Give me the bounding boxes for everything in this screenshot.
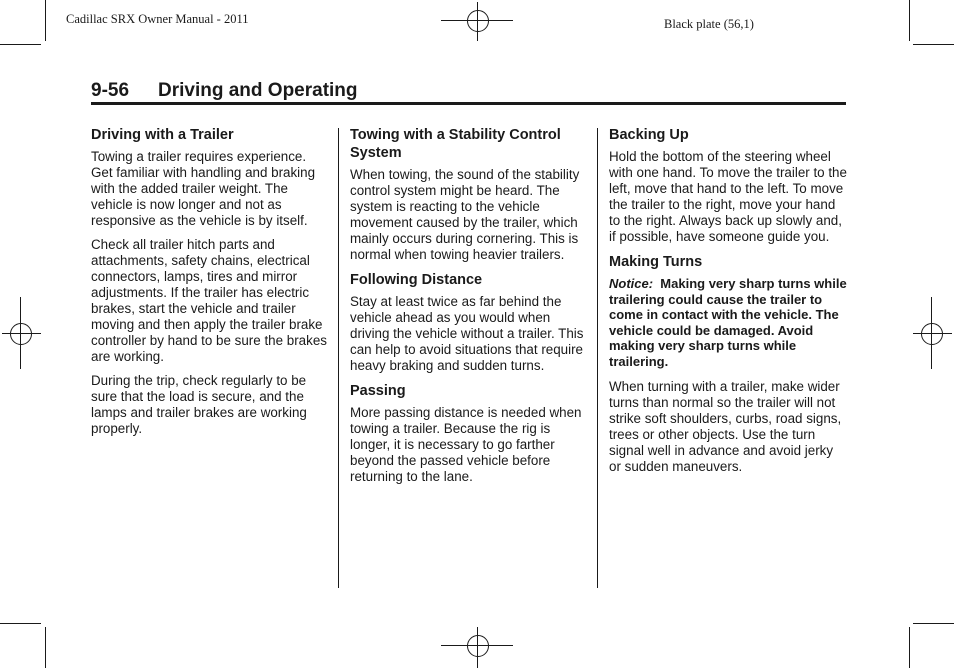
page-title: Driving and Operating xyxy=(158,80,358,101)
notice-label: Notice: xyxy=(609,276,654,291)
page-number: 9-56 xyxy=(91,80,130,101)
section-heading: Backing Up xyxy=(609,127,689,143)
notice-text: Making very sharp turns while trailering could cause the trailer to come in contact with the vehicle. The vehicle could be damaged. Avoid making very sharp turns while trailering. xyxy=(609,276,847,369)
body-paragraph: Stay at least twice as far behind the vehicle ahead as you would when driving the vehicle without a trailer. This can help to avoid situations that require heavy braking and sudden turns. xyxy=(350,294,584,373)
section-heading: Towing with a Stability Control System xyxy=(350,127,561,161)
body-paragraph: When turning with a trailer, make wider turns than normal so the trailer will not strike soft shoulders, curbs, road signs, trees or other objects. Use the turn signal well in advance and avoid jerky or sudden maneuvers. xyxy=(609,378,842,474)
column-divider xyxy=(597,128,598,588)
page-header xyxy=(91,80,846,104)
section-heading: Driving with a Trailer xyxy=(91,127,234,143)
body-paragraph: During the trip, check regularly to be sure that the load is secure, and the lamps and trailer brakes are working properly. xyxy=(91,373,307,436)
body-paragraph: Hold the bottom of the steering wheel with one hand. To move the trailer to the left, move that hand to the left. To move the trailer to the right, move your hand to the right. Always back up slowly and, if possible, have someone guide you. xyxy=(609,149,847,244)
section-heading: Following Distance xyxy=(350,272,483,288)
notice-paragraph xyxy=(609,276,847,370)
section-heading: Passing xyxy=(350,383,406,399)
body-paragraph: More passing distance is needed when towing a trailer. Because the rig is longer, it is necessary to go farther beyond the passed vehicle before returning to the lane. xyxy=(350,405,582,484)
manual-title: Cadillac SRX Owner Manual - 2011 xyxy=(66,12,249,26)
column-divider xyxy=(338,128,339,588)
section-heading: Making Turns xyxy=(609,254,703,270)
column-3 xyxy=(609,126,847,483)
body-paragraph: When towing, the sound of the stability control system might be heard. The system is reacting to the vehicle movement caused by the trailer, which mainly occurs during cornering. This is normal when towing heavier trailers. xyxy=(350,167,580,262)
column-1 xyxy=(91,126,329,445)
body-paragraph: Towing a trailer requires experience. Get familiar with handling and braking with the added trailer weight. The vehicle is now longer and not as responsive as the vehicle is by itself. xyxy=(91,149,316,228)
column-2 xyxy=(350,126,588,493)
header-rule xyxy=(91,102,846,105)
body-paragraph: Check all trailer hitch parts and attachments, safety chains, electrical connectors, lamps, tires and mirror adjustments. If the trailer has electric brakes, start the vehicle and trailer moving and then apply the trailer brake controller by hand to be sure the brakes are working. xyxy=(91,237,327,364)
plate-label: Black plate (56,1) xyxy=(664,17,754,31)
